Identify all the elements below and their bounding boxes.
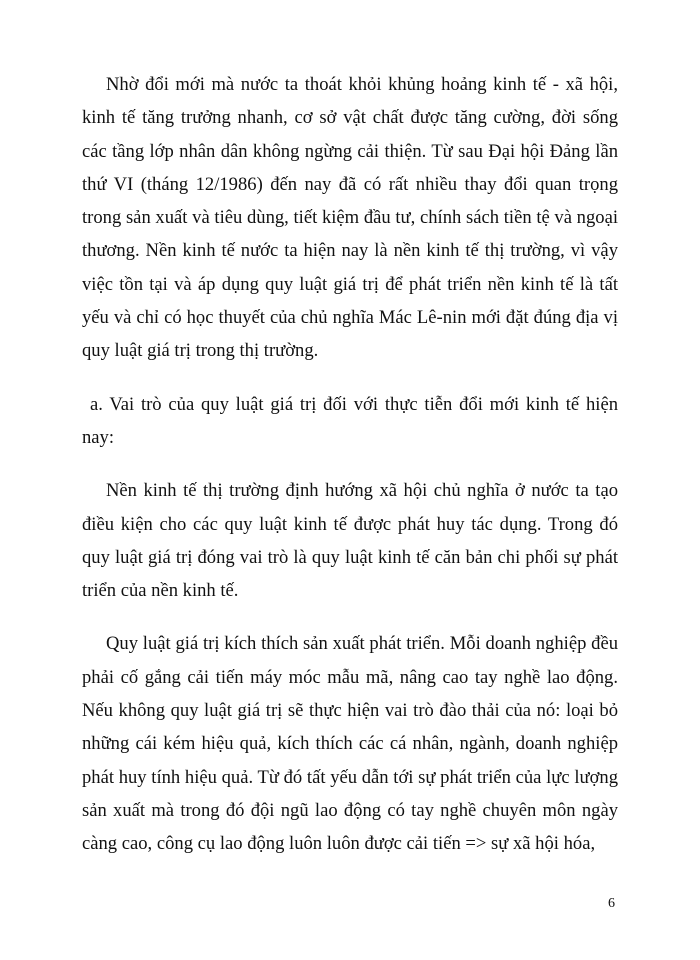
page-number: 6 [608, 896, 615, 911]
body-text [82, 68, 618, 861]
section-heading: a. Vai trò của quy luật giá trị đối với thực tiễn đổi mới kinh tế hiện nay: [82, 393, 618, 448]
paragraph-intro: Nhờ đổi mới mà nước ta thoát khỏi khủng hoảng kinh tế - xã hội, kinh tế tăng trưởng nhanh, cơ sở vật chất được tăng cường, đời sống các tầng lớp nhân dân không ngừng cải thiện. Từ sau Đại hội Đảng lần thứ VI (tháng 12/1986) đến nay đã có rất nhiều thay đổi quan trọng trong sản xuất và tiêu dùng, tiết kiệm đầu tư, chính sách tiền tệ và ngoại thương. Nền kinh tế nước ta hiện nay là nền kinh tế thị trường, vì vậy việc tồn tại và áp dụng quy luật giá trị để phát triển nền kinh tế là tất yếu và chỉ có học thuyết của chủ nghĩa Mác Lê-nin mới đặt đúng địa vị quy luật giá trị trong thị trường. [82, 74, 618, 362]
paragraph-value-law: Quy luật giá trị kích thích sản xuất phát triển. Mỗi doanh nghiệp đều phải cố gắng cải tiến máy móc mẫu mã, nâng cao tay nghề lao động. Nếu không quy luật giá trị sẽ thực hiện vai trò đào thải của nó: loại bỏ những cái kém hiệu quả, kích thích các cá nhân, ngành, doanh nghiệp phát huy tính hiệu quả. Từ đó tất yếu dẫn tới sự phát triển của lực lượng sản xuất mà trong đó đội ngũ lao động có tay nghề chuyên môn ngày càng cao, công cụ lao động luôn luôn được cải tiến => sự xã hội hóa, [82, 633, 618, 855]
paragraph-market-economy: Nền kinh tế thị trường định hướng xã hội chủ nghĩa ở nước ta tạo điều kiện cho các quy luật kinh tế được phát huy tác dụng. Trong đó quy luật giá trị đóng vai trò là quy luật kinh tế căn bản chi phối sự phát triển của nền kinh tế. [82, 480, 618, 602]
